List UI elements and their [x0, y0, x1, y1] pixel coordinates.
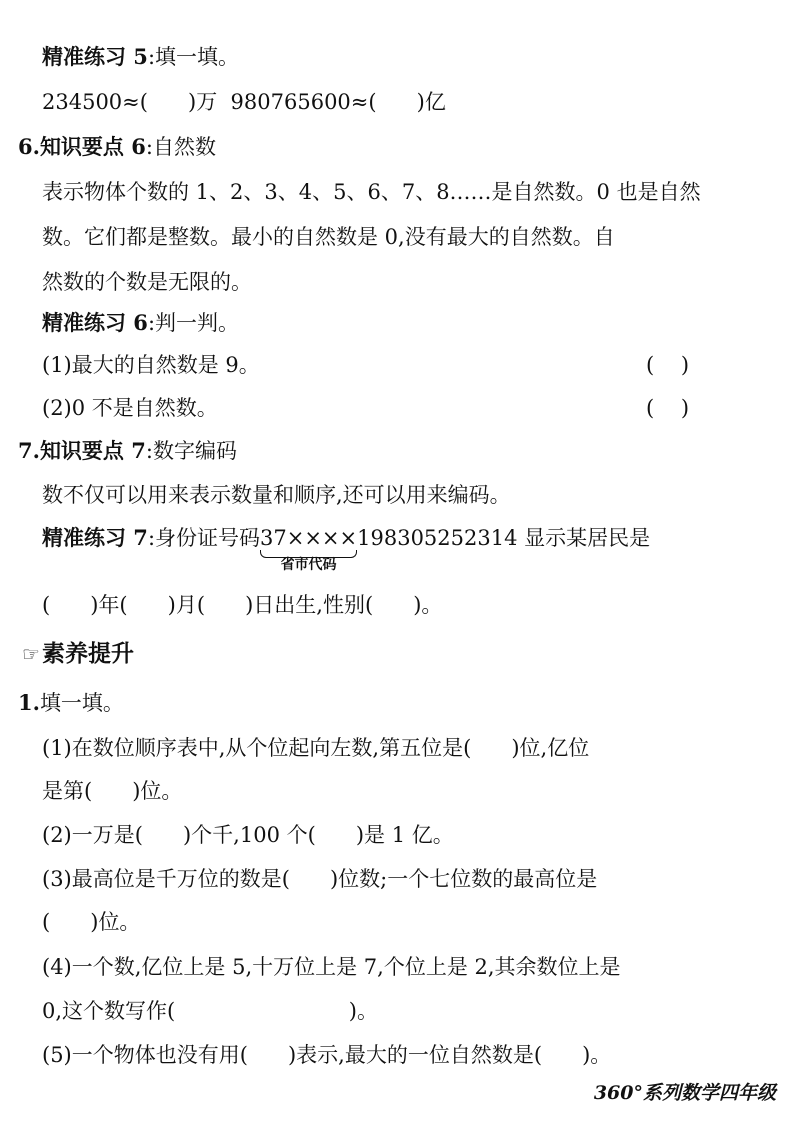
- knowledge-point-6-heading: [18, 132, 216, 162]
- question-1-3-line-2: ( )位。: [42, 910, 141, 934]
- exercise-6-answer-2[interactable]: ( ): [646, 396, 690, 420]
- question-1-3-line-1: (3)最高位是千万位的数是( )位数;一个七位数的最高位是: [42, 867, 598, 891]
- section-heading: [22, 638, 134, 670]
- pointing-hand-icon: ☞: [22, 642, 40, 666]
- question-1-number: 1.: [18, 690, 40, 715]
- question-1-heading: [18, 688, 124, 718]
- knowledge-point-6-topic: :自然数: [145, 135, 216, 159]
- question-1-1-line-2: 是第( )位。: [42, 779, 183, 803]
- question-1-1-line-1: (1)在数位顺序表中,从个位起向左数,第五位是( )位,亿位: [42, 736, 590, 760]
- question-1-title: 填一填。: [39, 691, 124, 715]
- exercise-5-label: 精准练习 5: [42, 44, 148, 69]
- exercise-7-label: 精准练习 7: [42, 525, 148, 550]
- id-code-note: 省市代码: [280, 557, 337, 573]
- exercise-7-heading: [42, 523, 650, 583]
- knowledge-point-6-number: 6.: [18, 134, 40, 159]
- exercise-5-heading: [42, 42, 239, 72]
- knowledge-point-6-label: 知识要点 6: [39, 134, 146, 159]
- knowledge-point-7-number: 7.: [18, 438, 40, 463]
- knowledge-point-6-text-3: 然数的个数是无限的。: [42, 270, 252, 294]
- id-code-prefix: 37××××: [260, 526, 358, 550]
- question-1-5: (5)一个物体也没有用( )表示,最大的一位自然数是( )。: [42, 1043, 612, 1067]
- id-code-segment: [260, 523, 358, 573]
- exercise-7-intro: :身份证号码: [147, 526, 261, 550]
- question-1-4-line-2: 0,这个数写作( )。: [42, 999, 378, 1023]
- exercise-6-label: 精准练习 6: [42, 310, 148, 335]
- knowledge-point-7-topic: :数字编码: [145, 439, 237, 463]
- exercise-6-question-2: (2)0 不是自然数。: [42, 396, 218, 420]
- section-title: 素养提升: [41, 640, 134, 667]
- knowledge-point-7-text-1: 数不仅可以用来表示数量和顺序,还可以用来编码。: [42, 483, 511, 507]
- exercise-5-instruction: :填一填。: [147, 45, 240, 69]
- knowledge-point-7-heading: [18, 436, 237, 466]
- knowledge-point-6-text-1: 表示物体个数的 1、2、3、4、5、6、7、8……是自然数。0 也是自然: [42, 180, 701, 204]
- question-1-2: (2)一万是( )个千,100 个( )是 1 亿。: [42, 823, 454, 847]
- exercise-7-question: ( )年( )月( )日出生,性别( )。: [42, 593, 443, 617]
- exercise-5-question: 234500≈( )万 980765600≈( )亿: [42, 90, 446, 114]
- exercise-7-id-rest: 198305252314 显示某居民是: [357, 526, 651, 550]
- exercise-6-question-1: (1)最大的自然数是 9。: [42, 353, 260, 377]
- knowledge-point-7-label: 知识要点 7: [39, 438, 146, 463]
- exercise-6-heading: [42, 308, 239, 338]
- page-footer: 360°系列数学四年级: [593, 1082, 776, 1104]
- exercise-6-instruction: :判一判。: [147, 311, 240, 335]
- knowledge-point-6-text-2: 数。它们都是整数。最小的自然数是 0,没有最大的自然数。自: [42, 225, 615, 249]
- question-1-4-line-1: (4)一个数,亿位上是 5,十万位上是 7,个位上是 2,其余数位上是: [42, 955, 621, 979]
- exercise-6-answer-1[interactable]: ( ): [646, 353, 690, 377]
